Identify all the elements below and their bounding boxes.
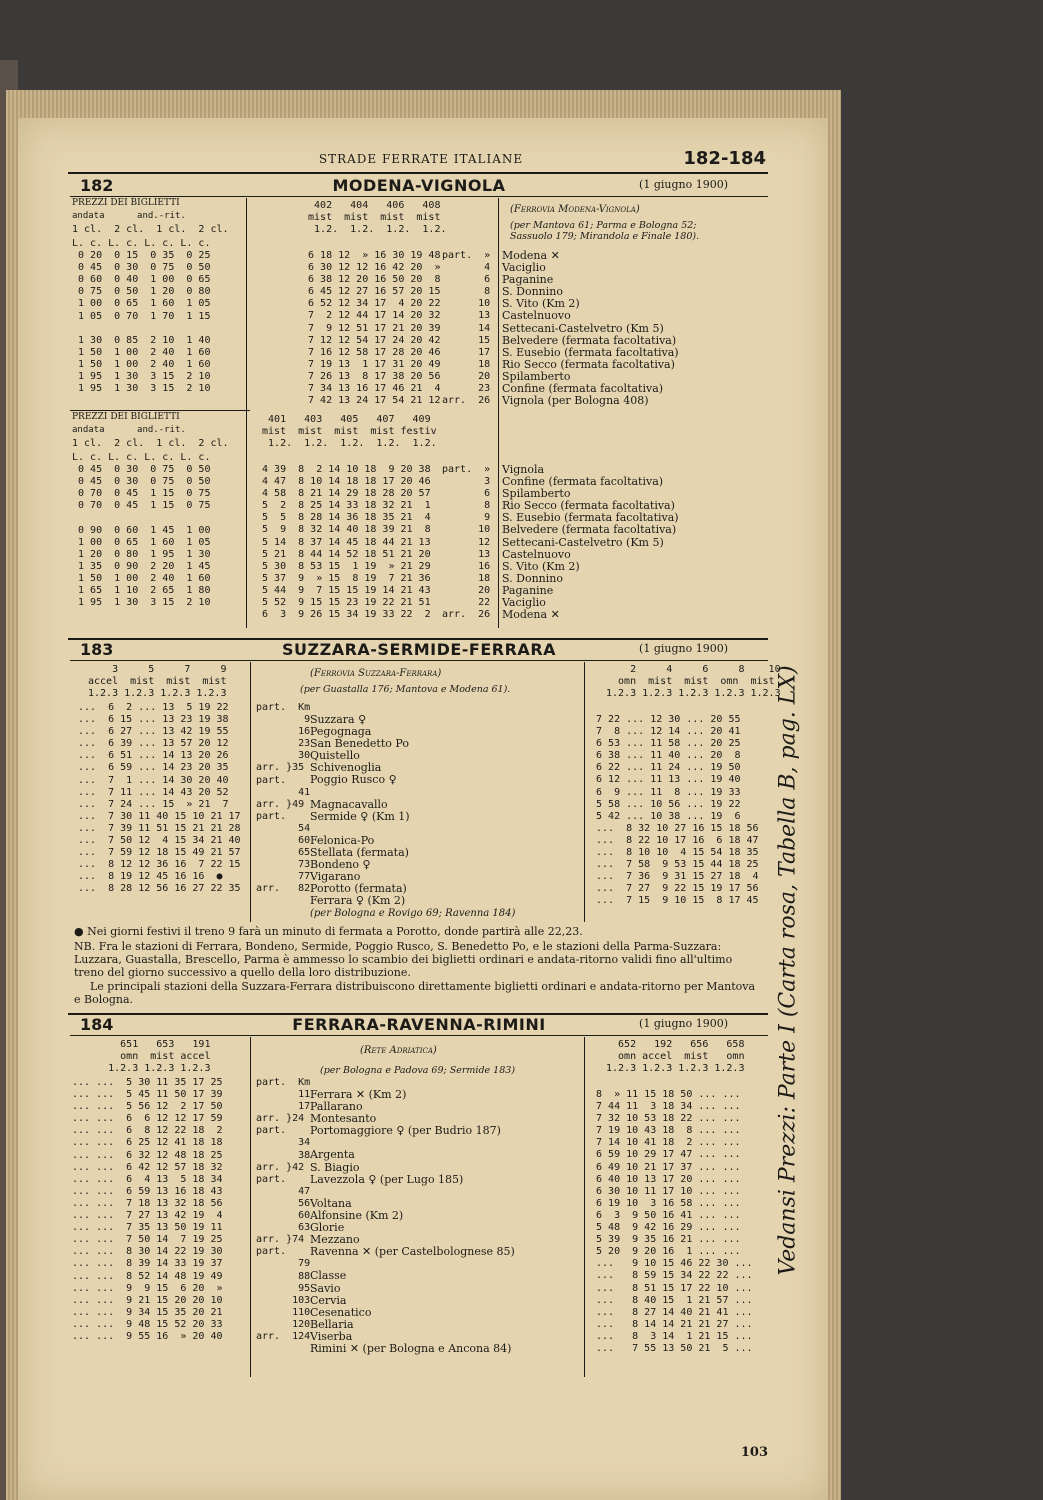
divider	[584, 1037, 585, 1377]
section-number: 184	[80, 1015, 114, 1034]
prices-label: PREZZI DEI BIGLIETTI	[72, 198, 180, 208]
km: part. Km 11 17 arr. }24 part. 34 38 arr. }42 part. 47 56 60 63 arr. }74 part. 79 88 95 103 110 120 arr. 124	[256, 1077, 311, 1342]
down-train-header: 402 404 406 408 mist mist mist mist 1.2. 1.2. 1.2. 1.2.	[308, 200, 447, 236]
section-title: MODENA-VIGNOLA	[332, 176, 506, 195]
prices-label-up: PREZZI DEI BIGLIETTI	[72, 412, 180, 422]
up-km: part. » 3 6 8 9 10 12 13 16 18 20 22 arr. 26	[442, 464, 491, 621]
connections: (per Guastalla 176; Mantova e Modena 61).	[300, 684, 511, 695]
running-header	[76, 148, 766, 170]
stations: Ferrara ✕ (Km 2) Pallarano Montesanto Portomaggiore ♀ (per Budrio 187) Argenta S. Biagio Lavezzola ♀ (per Lugo 185) Voltana Alfonsine (Km 2) Glorie Mezzano Ravenna ✕ (per Castelbolognese 85) Classe Savio Cervia Cesenatico Bellaria Viserba Rimini ✕ (per Bologna e Ancona 84)	[310, 1088, 515, 1355]
section-184	[70, 1015, 768, 1445]
left-times: ... 6 2 ... 13 5 19 22 ... 6 15 ... 13 23 19 38 ... 6 27 ... 13 42 19 55 ... 6 39 ... 13 57 20 12 ... 6 51 ... 14 13 20 26 ... 6 59 ... 14 23 20 35 ... 7 1 ... 14 30 20 40 ... 7 11 ... 14 43 20 52 ... 7 24 ... 15 » 21 7 ... 7 30 11 40 15 10 21 17 ... 7 39 11 51 15 21 21 28 ... 7 50 12 4 15 34 21 40 ... 7 59 12 18 15 49 21 57 ... 8 12 12 36 16 7 22 15 ... 8 19 12 45 16 16 ● ... 8 28 12 56 16 27 22 35	[78, 702, 241, 895]
km: part. Km 9 16 23 30 arr. }35 part. 41 arr. }49 part. 54 60 65 73 77 arr. 82	[256, 702, 311, 895]
running-title: STRADE FERRATE ITALIANE	[318, 152, 524, 166]
class-header: 1 cl. 2 cl. 1 cl. 2 cl.	[72, 224, 229, 235]
divider	[250, 1037, 251, 1377]
class-header-up: 1 cl. 2 cl. 1 cl. 2 cl.	[72, 438, 229, 449]
prices-sublabel-up: andata and.-rit.	[72, 425, 186, 435]
railway-name: (Ferrovia Modena-Vignola)	[510, 204, 640, 215]
up-train-header: 401 403 405 407 409 mist mist mist mist festiv 1.2. 1.2. 1.2. 1.2. 1.2.	[262, 414, 437, 450]
connections: (per Bologna e Padova 69; Sermide 183)	[320, 1065, 516, 1076]
note-3: Le principali stazioni della Suzzara-Ferrara distribuiscono direttamente biglietti ordinari e andata-ritorno per Mantova e Bologna.	[74, 980, 756, 1006]
right-times: 8 » 11 15 18 50 ... ... 7 44 11 3 18 34 ... ... 7 32 10 53 18 22 ... ... 7 19 10 43 18 8 ... ... 7 14 10 41 18 2 ... ... 6 59 10 29 17 47 ... ... 6 49 10 21 17 37 ... ... 6 40 10 13 17 20 ... ... 6 30 10 11 17 10 ... ... 6 19 10 3 16 58 ... ... 6 3 9 50 16 41 ... ... 5 48 9 42 16 29 ... ... 5 39 9 35 16 21 ... ... 5 20 9 20 16 1 ... ... ... 9 10 15 46 22 30 ... ... 8 59 15 34 22 22 ... ... 8 51 15 17 22 10 ... ... 8 40 15 1 21 57 ... ... 8 27 14 40 21 41 ... ... 8 14 14 21 21 27 ... ... 8 3 14 1 21 15 ... ... 7 55 13 50 21 5 ...	[596, 1089, 753, 1354]
prices-sublabel: andata and.-rit.	[72, 211, 186, 221]
divider	[70, 410, 250, 411]
left-train-header: 651 653 191 omn mist accel 1.2.3 1.2.3 1.2.3	[108, 1039, 211, 1075]
left-times: ... ... 5 30 11 35 17 25 ... ... 5 45 11 50 17 39 ... ... 5 56 12 2 17 50 ... ... 6 6 12 12 17 59 ... ... 6 8 12 22 18 2 ... ... 6 25 12 41 18 18 ... ... 6 32 12 48 18 25 ... ... 6 42 12 57 18 32 ... ... 6 4 13 5 18 34 ... ... 6 59 13 16 18 43 ... ... 7 18 13 32 18 56 ... ... 7 27 13 42 19 4 ... ... 7 35 13 50 19 11 ... ... 7 50 14 7 19 25 ... ... 8 30 14 22 19 30 ... ... 8 39 14 33 19 37 ... ... 8 52 14 48 19 49 ... ... 9 9 15 6 20 » ... ... 9 21 15 20 20 10 ... ... 9 34 15 35 20 21 ... ... 9 48 15 52 20 33 ... ... 9 55 16 » 20 40	[72, 1077, 223, 1342]
divider	[70, 1035, 768, 1036]
folio: 103	[740, 1445, 768, 1460]
page	[18, 118, 828, 1500]
down-stations: Modena ✕ Vaciglio Paganine S. Donnino S. Vito (Km 2) Castelnuovo Settecani-Castelvetro (Km 5) Belvedere (fermata facoltativa) S. Eusebio (fermata facoltativa) Rio Secco (fermata facoltativa) Spilamberto Confine (fermata facoltativa) Vignola (per Bologna 408)	[502, 249, 679, 408]
section-183	[70, 640, 781, 1006]
note-2: NB. Fra le stazioni di Ferrara, Bondeno, Sermide, Poggio Rusco, S. Benedetto Po, e le stazioni della Parma-Suzzara: Luzzara, Guastalla, Brescello, Parma è ammesso lo scambio dei biglietti ordinari e andata-ritorno validi fino all'ultimo treno del giorno successivo a quello della loro distribuzione.	[74, 940, 733, 979]
right-times: 7 22 ... 12 30 ... 20 55 7 8 ... 12 14 ... 20 41 6 53 ... 11 58 ... 20 25 6 38 ... 11 40 ... 20 8 6 22 ... 11 24 ... 19 50 6 12 ... 11 13 ... 19 40 6 9 ... 11 8 ... 19 33 5 58 ... 10 56 ... 19 22 5 42 ... 10 38 ... 19 6 ... 8 32 10 27 16 15 18 56 ... 8 22 10 17 16 6 18 47 ... 8 10 10 4 15 54 18 35 ... 7 58 9 53 15 44 18 25 ... 7 36 9 31 15 27 18 4 ... 7 27 9 22 15 19 17 56 ... 7 15 9 10 15 8 17 45	[596, 714, 759, 907]
note-1: ● Nei giorni festivi il treno 9 farà un minuto di fermata a Porotto, donde partirà alle 22,23.	[74, 925, 583, 938]
section-number: 183	[80, 640, 114, 659]
section-date: (1 giugno 1900)	[639, 1017, 728, 1030]
railway-name: (Ferrovia Suzzara-Ferrara)	[310, 668, 442, 679]
divider	[584, 662, 585, 922]
right-train-header: 652 192 656 658 omn accel mist omn 1.2.3 1.2.3 1.2.3 1.2.3	[606, 1039, 745, 1075]
side-note	[748, 558, 808, 1388]
left-train-header: 3 5 7 9 accel mist mist mist 1.2.3 1.2.3 1.2.3 1.2.3	[88, 664, 227, 700]
divider	[70, 660, 768, 661]
section-182	[70, 176, 768, 636]
divider	[246, 198, 247, 628]
down-km: part. » 4 6 8 10 13 14 15 17 18 20 23 arr. 26	[442, 250, 491, 407]
section-date: (1 giugno 1900)	[639, 642, 728, 655]
down-times: 6 18 12 » 16 30 19 48 6 30 12 12 16 42 20 » 6 38 12 20 16 50 20 8 6 45 12 27 16 57 20 15 6 52 12 34 17 4 20 22 7 2 12 44 17 14 20 32 7 9 12 51 17 21 20 39 7 12 12 54 17 24 20 42 7 16 12 58 17 28 20 46 7 19 13 1 17 31 20 49 7 26 13 8 17 38 20 56 7 34 13 16 17 46 21 4 7 42 13 24 17 54 21 12	[308, 250, 441, 407]
side-note-text: Vedansi Prezzi: Parte I (Carta rosa, Tabella B, pag. LX)	[775, 665, 801, 1276]
section-title: FERRARA-RAVENNA-RIMINI	[292, 1015, 546, 1034]
stations-tail: (per Bologna e Rovigo 69; Ravenna 184)	[310, 908, 516, 919]
header-rule	[68, 172, 768, 174]
divider	[250, 662, 251, 922]
stations: Suzzara ♀ Pegognaga San Benedetto Po Quistello Schivenoglia Poggio Rusco ♀ Magnacavallo Sermide ♀ (Km 1) Felonica-Po Stellata (fermata) Bondeno ♀ Vigarano Porotto (fermata) Ferrara ♀ (Km 2)	[310, 713, 410, 908]
divider	[70, 196, 768, 197]
divider	[498, 198, 499, 628]
section-number: 182	[80, 176, 114, 195]
up-times: 4 39 8 2 14 10 18 9 20 38 4 47 8 10 14 18 18 17 20 46 4 58 8 21 14 29 18 28 20 57 5 2 8 25 14 33 18 32 21 1 5 5 8 28 14 36 18 35 21 4 5 9 8 32 14 40 18 39 21 8 5 14 8 37 14 45 18 44 21 13 5 21 8 44 14 52 18 51 21 20 5 30 8 53 15 1 19 » 21 29 5 37 9 » 15 8 19 7 21 36 5 44 9 7 15 15 19 14 21 43 5 52 9 15 15 23 19 22 21 51 6 3 9 26 15 34 19 33 22 2	[262, 464, 431, 621]
page-range: 182-184	[683, 148, 766, 169]
up-stations: Vignola Confine (fermata facoltativa) Spilamberto Rio Secco (fermata facoltativa) S. Eusebio (fermata facoltativa) Belvedere (fermata facoltativa) Settecani-Castelvetro (Km 5) Castelnuovo S. Vito (Km 2) S. Donnino Paganine Vaciglio Modena ✕	[502, 463, 679, 622]
connections: (per Mantova 61; Parma e Bologna 52; Sassuolo 179; Mirandola e Finale 180).	[510, 220, 700, 242]
section-date: (1 giugno 1900)	[639, 178, 728, 191]
right-train-header: 2 4 6 8 10 omn mist mist omn mist 1.2.3 1.2.3 1.2.3 1.2.3 1.2.3	[606, 664, 781, 700]
down-prices: L. c. L. c. L. c. L. c. 0 20 0 15 0 35 0 25 0 45 0 30 0 75 0 50 0 60 0 40 1 00 0 65 0 75 0 50 1 20 0 80 1 00 0 65 1 60 1 05 1 05 0 70 1 70 1 15 1 30 0 85 2 10 1 40 1 50 1 00 2 40 1 60 1 50 1 00 2 40 1 60 1 95 1 30 3 15 2 10 1 95 1 30 3 15 2 10	[72, 238, 211, 395]
up-prices: L. c. L. c. L. c. L. c. 0 45 0 30 0 75 0 50 0 45 0 30 0 75 0 50 0 70 0 45 1 15 0 75 0 70 0 45 1 15 0 75 0 90 0 60 1 45 1 00 1 00 0 65 1 60 1 05 1 20 0 80 1 95 1 30 1 35 0 90 2 20 1 45 1 50 1 00 2 40 1 60 1 65 1 10 2 65 1 80 1 95 1 30 3 15 2 10	[72, 452, 211, 609]
section-title: SUZZARA-SERMIDE-FERRARA	[281, 640, 557, 659]
railway-name: (Rete Adriatica)	[360, 1045, 437, 1056]
